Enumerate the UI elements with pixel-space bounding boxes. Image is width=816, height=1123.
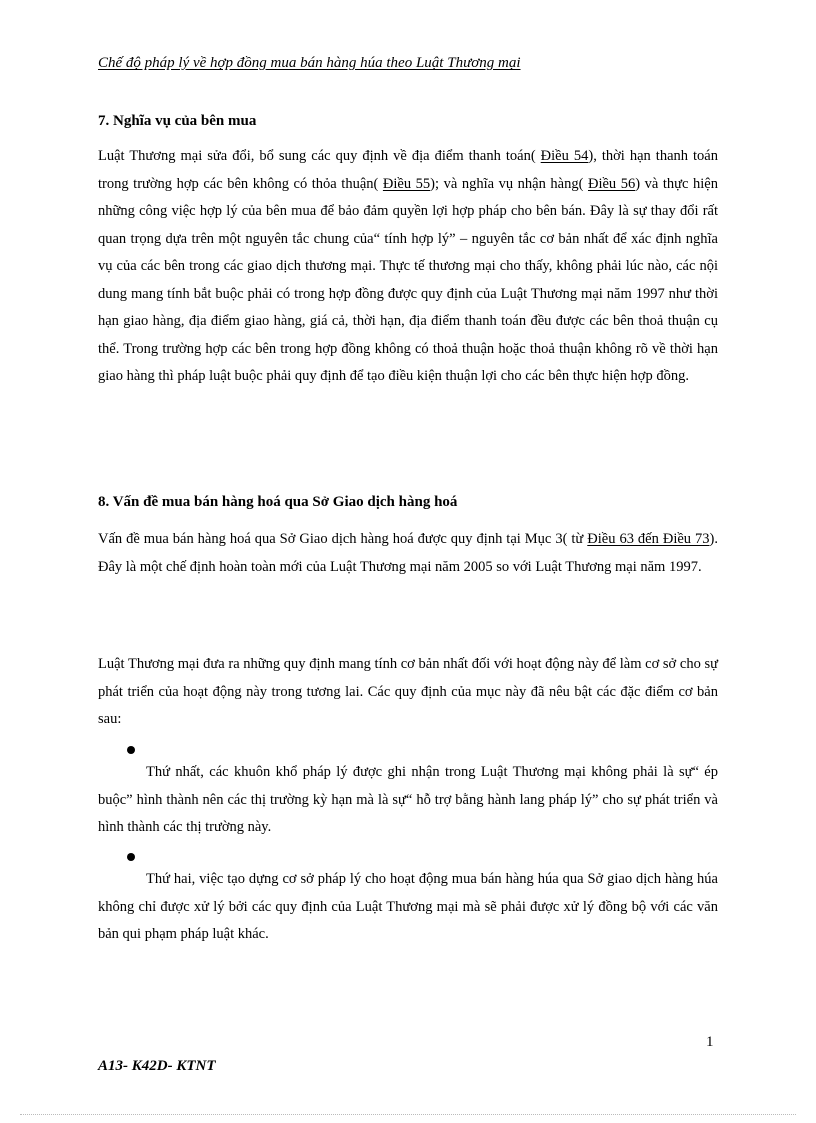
footer-divider: [20, 1114, 796, 1115]
section-7: [98, 110, 718, 132]
reference-dieu-63-73[interactable]: Điều 63 đến Điều 73: [587, 531, 710, 547]
bullet-icon: [127, 853, 135, 861]
section-8-paragraph-1: Vấn đề mua bán hàng hoá qua Sở Giao dịch hàng hoá được quy định tại Mục 3( từ Điều 63 đến Điều 73). Đây là một chế định hoàn toàn mới của Luật Thương mại năm 2005 so với Luật Thương mại năm 1997.: [98, 531, 718, 575]
section-8-body: [98, 651, 718, 734]
section-8-intro: [98, 526, 718, 581]
section-8-paragraph-2: Luật Thương mại đưa ra những quy định mang tính cơ bản nhất đối với hoạt động này để làm cơ sở cho sự phát triển của hoạt động này trong tương lai. Các quy định của mục này đã nêu bật các đặc điểm cơ bản sau:: [98, 656, 718, 727]
running-header: Chế độ pháp lý về hợp đồng mua bán hàng húa theo Luật Thương mại: [98, 55, 521, 71]
section-7-paragraph: Luật Thương mại sửa đổi, bổ sung các quy định về địa điểm thanh toán( Điều 54), thời hạn thanh toán trong trường hợp các bên không có thỏa thuận( Điều 55); và nghĩa vụ nhận hàng( Điều 56) và thực hiện những công việc hợp lý của bên mua để bảo đảm quyền lợi hợp pháp cho bên bán. Đây là sự thay đổi rất quan trọng dựa trên một nguyên tắc chung của“ tính hợp lý” – nguyên tắc cơ bản nhất để xác định nghĩa vụ của các bên trong các giao dịch thương mại. Thực tế thương mại cho thấy, không phải lúc nào, các nội dung mang tính bắt buộc phải có trong hợp đồng được quy định của Luật Thương mại năm 1997 như thời hạn giao hàng, địa điểm giao hàng, giá cả, thời hạn, địa điểm thanh toán đều được các bên thoả thuận cụ thể. Trong trường hợp các bên trong hợp đồng không có thoả thuận hoặc thoả thuận không rõ về thời hạn giao hàng thì pháp luật buộc phải quy định để tạo điều kiện thuận lợi cho các bên thực hiện hợp đồng.: [98, 148, 718, 384]
footer-label: A13- K42D- KTNT: [98, 1058, 216, 1074]
section-7-body: [98, 143, 718, 391]
section-8-heading: 8. Vấn đề mua bán hàng hoá qua Sở Giao dịch hàng hoá: [98, 494, 458, 510]
bullet-item-2: Thứ hai, việc tạo dựng cơ sở pháp lý cho hoạt động mua bán hàng húa qua Sở giao dịch hàng húa không chỉ được xử lý bởi các quy định của Luật Thương mại mà sẽ phải được xử lý đồng bộ với các văn bản qui phạm pháp luật khác.: [98, 871, 718, 942]
bullet-icon: [127, 746, 135, 754]
bullet-item-1: Thứ nhất, các khuôn khổ pháp lý được ghi nhận trong Luật Thương mại không phải là sự“ ép buộc” hình thành nên các thị trường kỳ hạn mà là sự“ hỗ trợ bằng hành lang pháp lý” cho sự phát triển và hình thành các thị trường này.: [98, 764, 718, 835]
reference-dieu-54[interactable]: Điều 54: [540, 148, 589, 164]
reference-dieu-55[interactable]: Điều 55: [382, 175, 431, 192]
section-8: [98, 491, 718, 513]
section-7-heading: 7. Nghĩa vụ của bên mua: [98, 113, 257, 129]
page-number: 1: [706, 1034, 714, 1050]
reference-dieu-56[interactable]: Điều 56: [587, 175, 636, 192]
